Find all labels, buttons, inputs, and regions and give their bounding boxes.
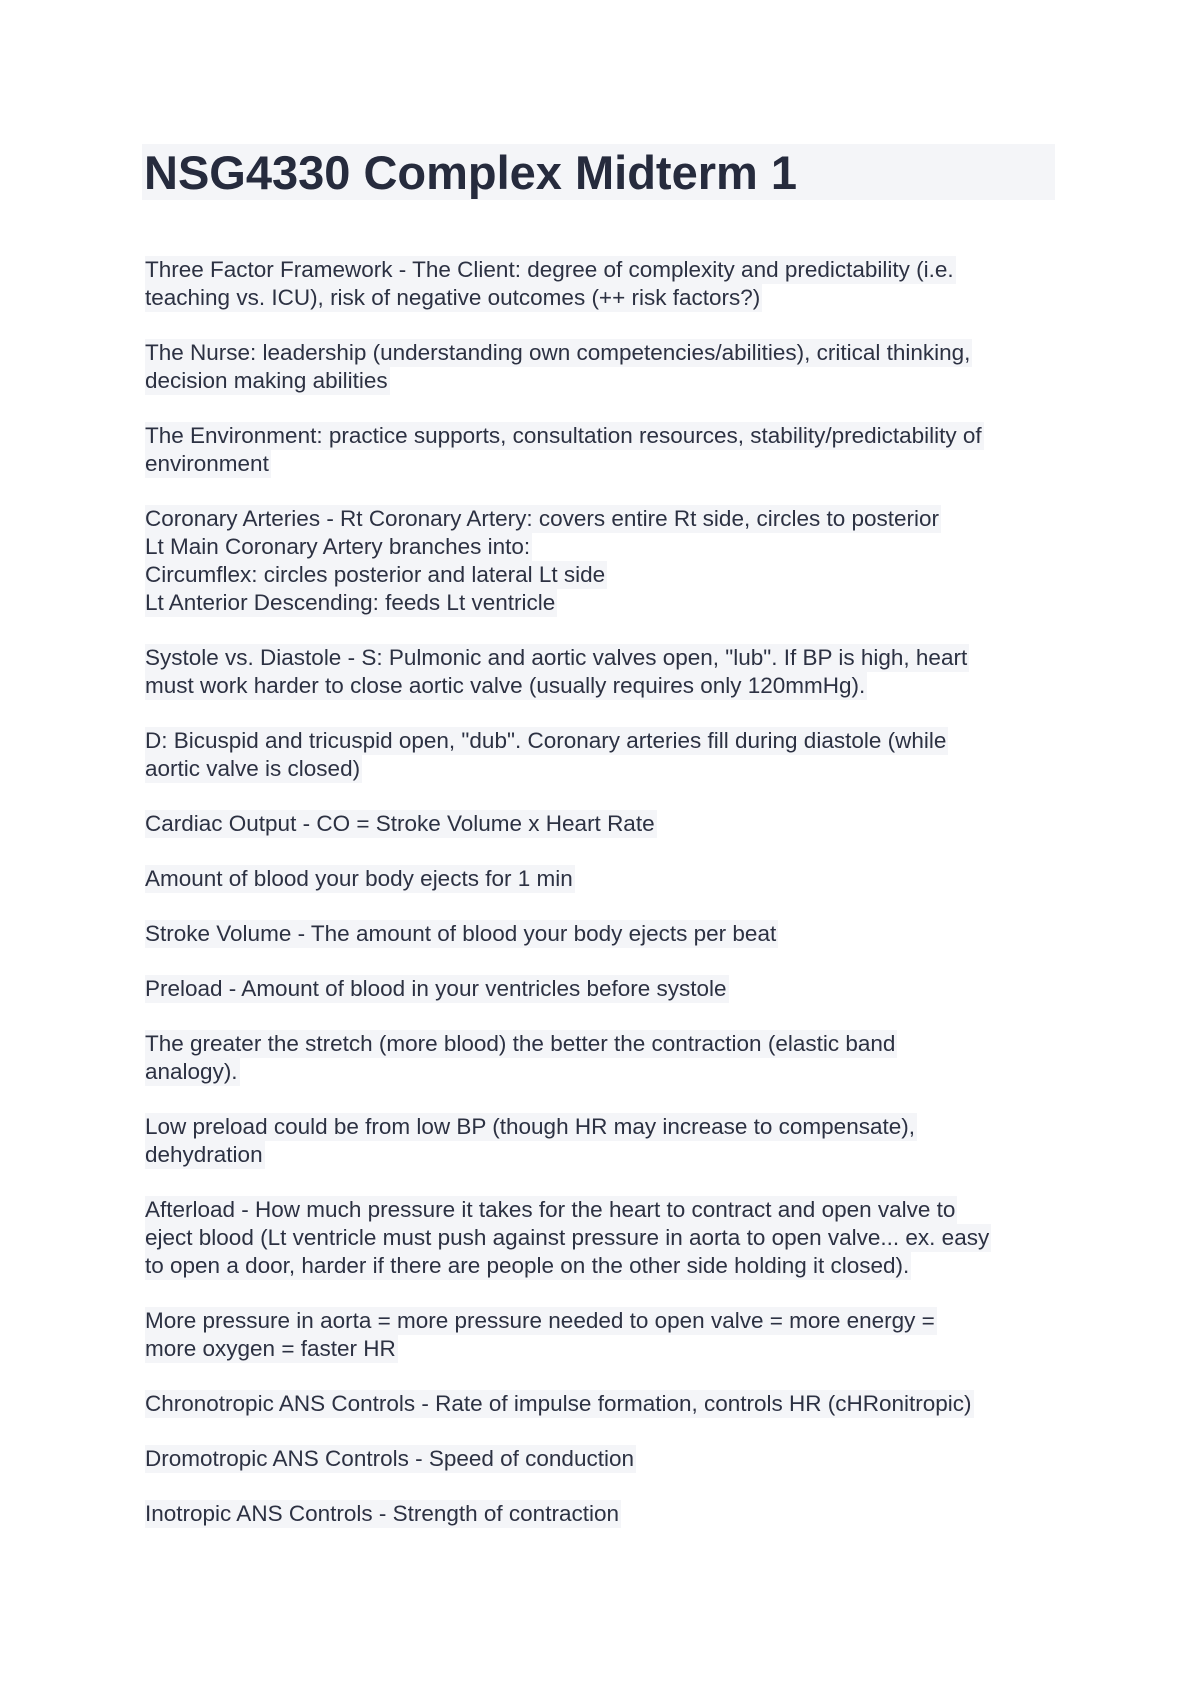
text-line: Amount of blood your body ejects for 1 min bbox=[145, 866, 573, 891]
text-line: The Environment: practice supports, consultation resources, stability/predictability of bbox=[145, 423, 982, 448]
paragraph bbox=[145, 1196, 1065, 1280]
text-line: Circumflex: circles posterior and lateral Lt side bbox=[145, 562, 606, 587]
text-line: must work harder to close aortic valve (usually requires only 120mmHg). bbox=[145, 673, 866, 698]
paragraph bbox=[145, 727, 1065, 783]
paragraph bbox=[145, 1500, 1065, 1528]
paragraph bbox=[145, 505, 1065, 617]
text-line: Coronary Arteries - Rt Coronary Artery: covers entire Rt side, circles to posterior bbox=[145, 506, 940, 531]
text-line: to open a door, harder if there are people on the other side holding it closed). bbox=[145, 1253, 910, 1278]
text-line: Lt Main Coronary Artery branches into: bbox=[145, 534, 531, 559]
paragraph bbox=[145, 865, 1065, 893]
text-line: More pressure in aorta = more pressure needed to open valve = more energy = bbox=[145, 1308, 935, 1333]
document-body bbox=[145, 256, 1065, 1555]
text-line: D: Bicuspid and tricuspid open, "dub". Coronary arteries fill during diastole (while bbox=[145, 728, 947, 753]
text-line: eject blood (Lt ventricle must push against pressure in aorta to open valve... ex. easy bbox=[145, 1225, 990, 1250]
text-line: decision making abilities bbox=[145, 368, 388, 393]
paragraph bbox=[145, 1390, 1065, 1418]
text-line: The greater the stretch (more blood) the better the contraction (elastic band bbox=[145, 1031, 896, 1056]
paragraph bbox=[145, 1113, 1065, 1169]
text-line: analogy). bbox=[145, 1059, 238, 1084]
text-line: dehydration bbox=[145, 1142, 263, 1167]
text-line: Inotropic ANS Controls - Strength of contraction bbox=[145, 1501, 619, 1526]
text-line: Chronotropic ANS Controls - Rate of impulse formation, controls HR (cHRonitropic) bbox=[145, 1391, 972, 1416]
text-line: more oxygen = faster HR bbox=[145, 1336, 396, 1361]
text-line: Three Factor Framework - The Client: degree of complexity and predictability (i.e. bbox=[145, 257, 954, 282]
text-line: The Nurse: leadership (understanding own competencies/abilities), critical thinking, bbox=[145, 340, 971, 365]
text-line: Low preload could be from low BP (though HR may increase to compensate), bbox=[145, 1114, 915, 1139]
text-line: Dromotropic ANS Controls - Speed of conduction bbox=[145, 1446, 634, 1471]
text-line: aortic valve is closed) bbox=[145, 756, 361, 781]
text-line: Systole vs. Diastole - S: Pulmonic and aortic valves open, "lub". If BP is high, heart bbox=[145, 645, 968, 670]
text-line: environment bbox=[145, 451, 269, 476]
paragraph bbox=[145, 1445, 1065, 1473]
paragraph bbox=[145, 339, 1065, 395]
page-title: NSG4330 Complex Midterm 1 bbox=[144, 146, 797, 199]
paragraph bbox=[145, 920, 1065, 948]
paragraph bbox=[145, 810, 1065, 838]
paragraph bbox=[145, 422, 1065, 478]
paragraph bbox=[145, 644, 1065, 700]
text-line: teaching vs. ICU), risk of negative outcomes (++ risk factors?) bbox=[145, 285, 761, 310]
text-line: Preload - Amount of blood in your ventricles before systole bbox=[145, 976, 727, 1001]
text-line: Stroke Volume - The amount of blood your body ejects per beat bbox=[145, 921, 777, 946]
text-line: Cardiac Output - CO = Stroke Volume x Heart Rate bbox=[145, 811, 655, 836]
text-line: Afterload - How much pressure it takes for the heart to contract and open valve to bbox=[145, 1197, 956, 1222]
text-line: Lt Anterior Descending: feeds Lt ventricle bbox=[145, 590, 556, 615]
paragraph bbox=[145, 1307, 1065, 1363]
paragraph bbox=[145, 975, 1065, 1003]
title-highlight bbox=[142, 144, 1055, 200]
paragraph bbox=[145, 1030, 1065, 1086]
paragraph bbox=[145, 256, 1065, 312]
